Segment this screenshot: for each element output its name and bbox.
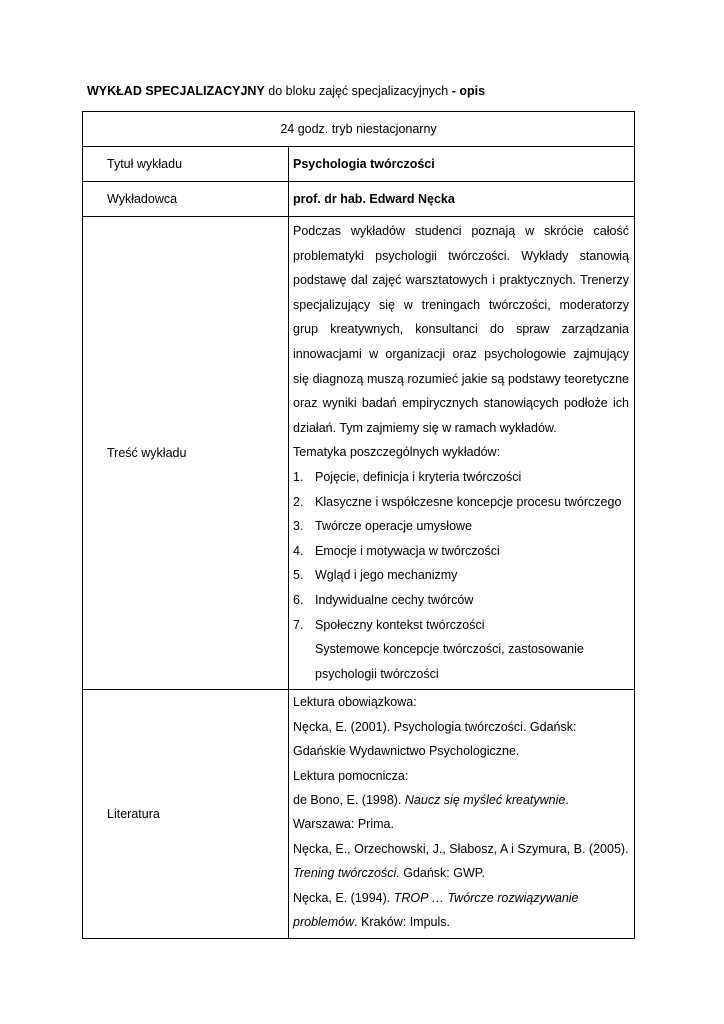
literature-label: Literatura <box>83 690 289 939</box>
literature-cell <box>289 690 635 939</box>
heading-bold: WYKŁAD SPECJALIZACYJNY <box>87 84 265 98</box>
content-cell <box>289 217 635 690</box>
lecturer-value: prof. dr hab. Edward Nęcka <box>289 182 635 217</box>
mode-cell: 24 godz. tryb niestacjonarny <box>83 112 635 147</box>
reference-entry-2: Nęcka, E., Orzechowski, J., Słabosz, A i Szymura, B. (2005). Trening twórczości. Gdańsk: GWP. <box>293 841 629 881</box>
mandatory-heading: Lektura obowiązkowa: <box>293 695 417 710</box>
list-item: 2. Klasyczne i współczesne koncepcje procesu twórczego <box>293 494 622 509</box>
content-row <box>83 217 635 690</box>
document-heading <box>87 84 485 98</box>
content-label: Treść wykładu <box>83 217 289 690</box>
topics-heading: Tematyka poszczególnych wykładów: <box>293 445 501 460</box>
heading-normal: do bloku zajęć specjalizacyjnych <box>264 84 452 98</box>
list-item: 3. Twórcze operacje umysłowe <box>293 519 473 534</box>
lecture-description-table <box>82 111 635 939</box>
heading-bold-suffix: - opis <box>451 84 486 98</box>
list-item: 7. Społeczny kontekst twórczości <box>293 617 485 632</box>
lecturer-row <box>83 182 635 217</box>
topics-extra-line-1: Systemowe koncepcje twórczości, zastosowanie <box>315 642 584 657</box>
lecturer-label: Wykładowca <box>83 182 289 217</box>
list-item: 5. Wgląd i jego mechanizmy <box>293 568 458 583</box>
literature-row <box>83 690 635 939</box>
title-label: Tytuł wykładu <box>83 147 289 182</box>
title-value: Psychologia twórczości <box>289 147 635 182</box>
topics-list <box>293 465 629 637</box>
title-row <box>83 147 635 182</box>
list-item: 4. Emocje i motywacja w twórczości <box>293 543 500 558</box>
supplementary-heading: Lektura pomocnicza: <box>293 768 409 783</box>
reference-entry-1: de Bono, E. (1998). Naucz się myśleć kreatywnie. Warszawa: Prima. <box>293 792 569 832</box>
topics-extra-line-2: psychologii twórczości <box>315 666 439 681</box>
list-item: 1. Pojęcie, definicja i kryteria twórczości <box>293 469 522 484</box>
mode-row <box>83 112 635 147</box>
list-item: 6. Indywidualne cechy twórców <box>293 592 474 607</box>
content-paragraph: Podczas wykładów studenci poznają w skrócie całość problematyki psychologii twórczości. Wykłady stanowią podstawę dal zajęć warsztatowych i praktycznych. Trenerzy specjalizujący się w treningach twórczości, moderatorzy grup kreatywnych, konsultanci do spraw zarządzania innowacjami w organizacji oraz psychologowie zajmujący się diagnozą muszą rozumieć jakie są podstawy teoretyczne oraz wyniki badań empirycznych stanowiących podłoże ich działań. Tym zajmiemy się w ramach wykładów. <box>293 224 629 435</box>
mandatory-entry: Nęcka, E. (2001). Psychologia twórczości. Gdańsk: Gdańskie Wydawnictwo Psychologiczne. <box>293 719 577 759</box>
reference-entry-3: Nęcka, E. (1994). TROP … Twórcze rozwiązywanie problemów. Kraków: Impuls. <box>293 890 579 929</box>
